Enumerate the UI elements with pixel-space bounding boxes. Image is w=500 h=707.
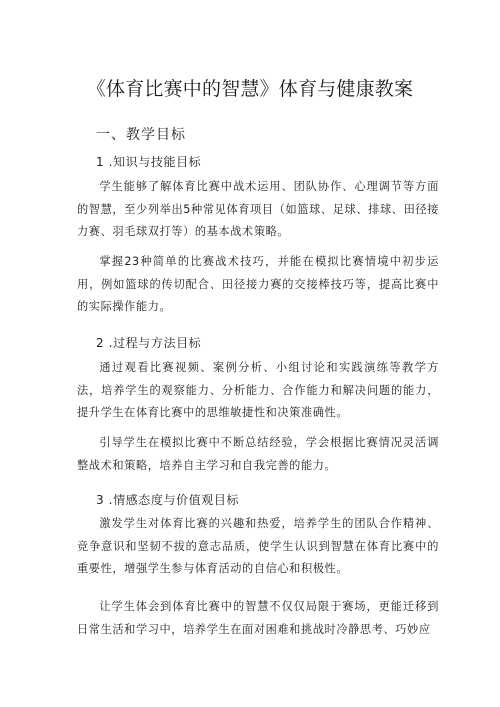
document-title: 《体育比赛中的智慧》体育与健康教案 (86, 78, 414, 100)
section-heading-teaching-goals: 一、教学目标 (96, 127, 186, 143)
paragraph-emotion-2: 让学生体会到体育比赛中的智慧不仅仅局限于赛场，更能迁移到日常生活和学习中，培养学生在面对困难和挑战时冷静思考、巧妙应 (77, 600, 439, 636)
paragraph-emotion-1: 激发学生对体育比赛的兴趣和热爱，培养学生的团队合作精神、竞争意识和坚韧不拔的意志品质，使学生认识到智慧在体育比赛中的重要性，增强学生参与体育活动的自信心和积极性。 (77, 517, 439, 575)
paragraph-knowledge-1: 学生能够了解体育比赛中战术运用、团队协作、心理调节等方面的智慧，至少列举出5种常见体育项目（如篮球、足球、排球、田径接力赛、羽毛球双打等）的基本战术策略。 (77, 180, 439, 238)
subheading-process-methods: 2 .过程与方法目标 (96, 336, 202, 350)
paragraph-knowledge-2: 掌握23种简单的比赛战术技巧，并能在模拟比赛情境中初步运用，例如篮球的传切配合、田径接力赛的交接棒技巧等，提高比赛中的实际操作能力。 (77, 255, 439, 313)
subheading-emotion-values: 3 .情感态度与价值观目标 (96, 493, 240, 507)
paragraph-process-2: 引导学生在模拟比赛中不断总结经验，学会根据比赛情况灵活调整战术和策略，培养自主学习和自我完善的能力。 (77, 436, 439, 472)
paragraph-process-1: 通过观看比赛视频、案例分析、小组讨论和实践演练等教学方法，培养学生的观察能力、分析能力、合作能力和解决问题的能力，提升学生在体育比赛中的思维敏捷性和决策准确性。 (77, 361, 439, 419)
subheading-knowledge-skills: 1 .知识与技能目标 (96, 155, 202, 169)
